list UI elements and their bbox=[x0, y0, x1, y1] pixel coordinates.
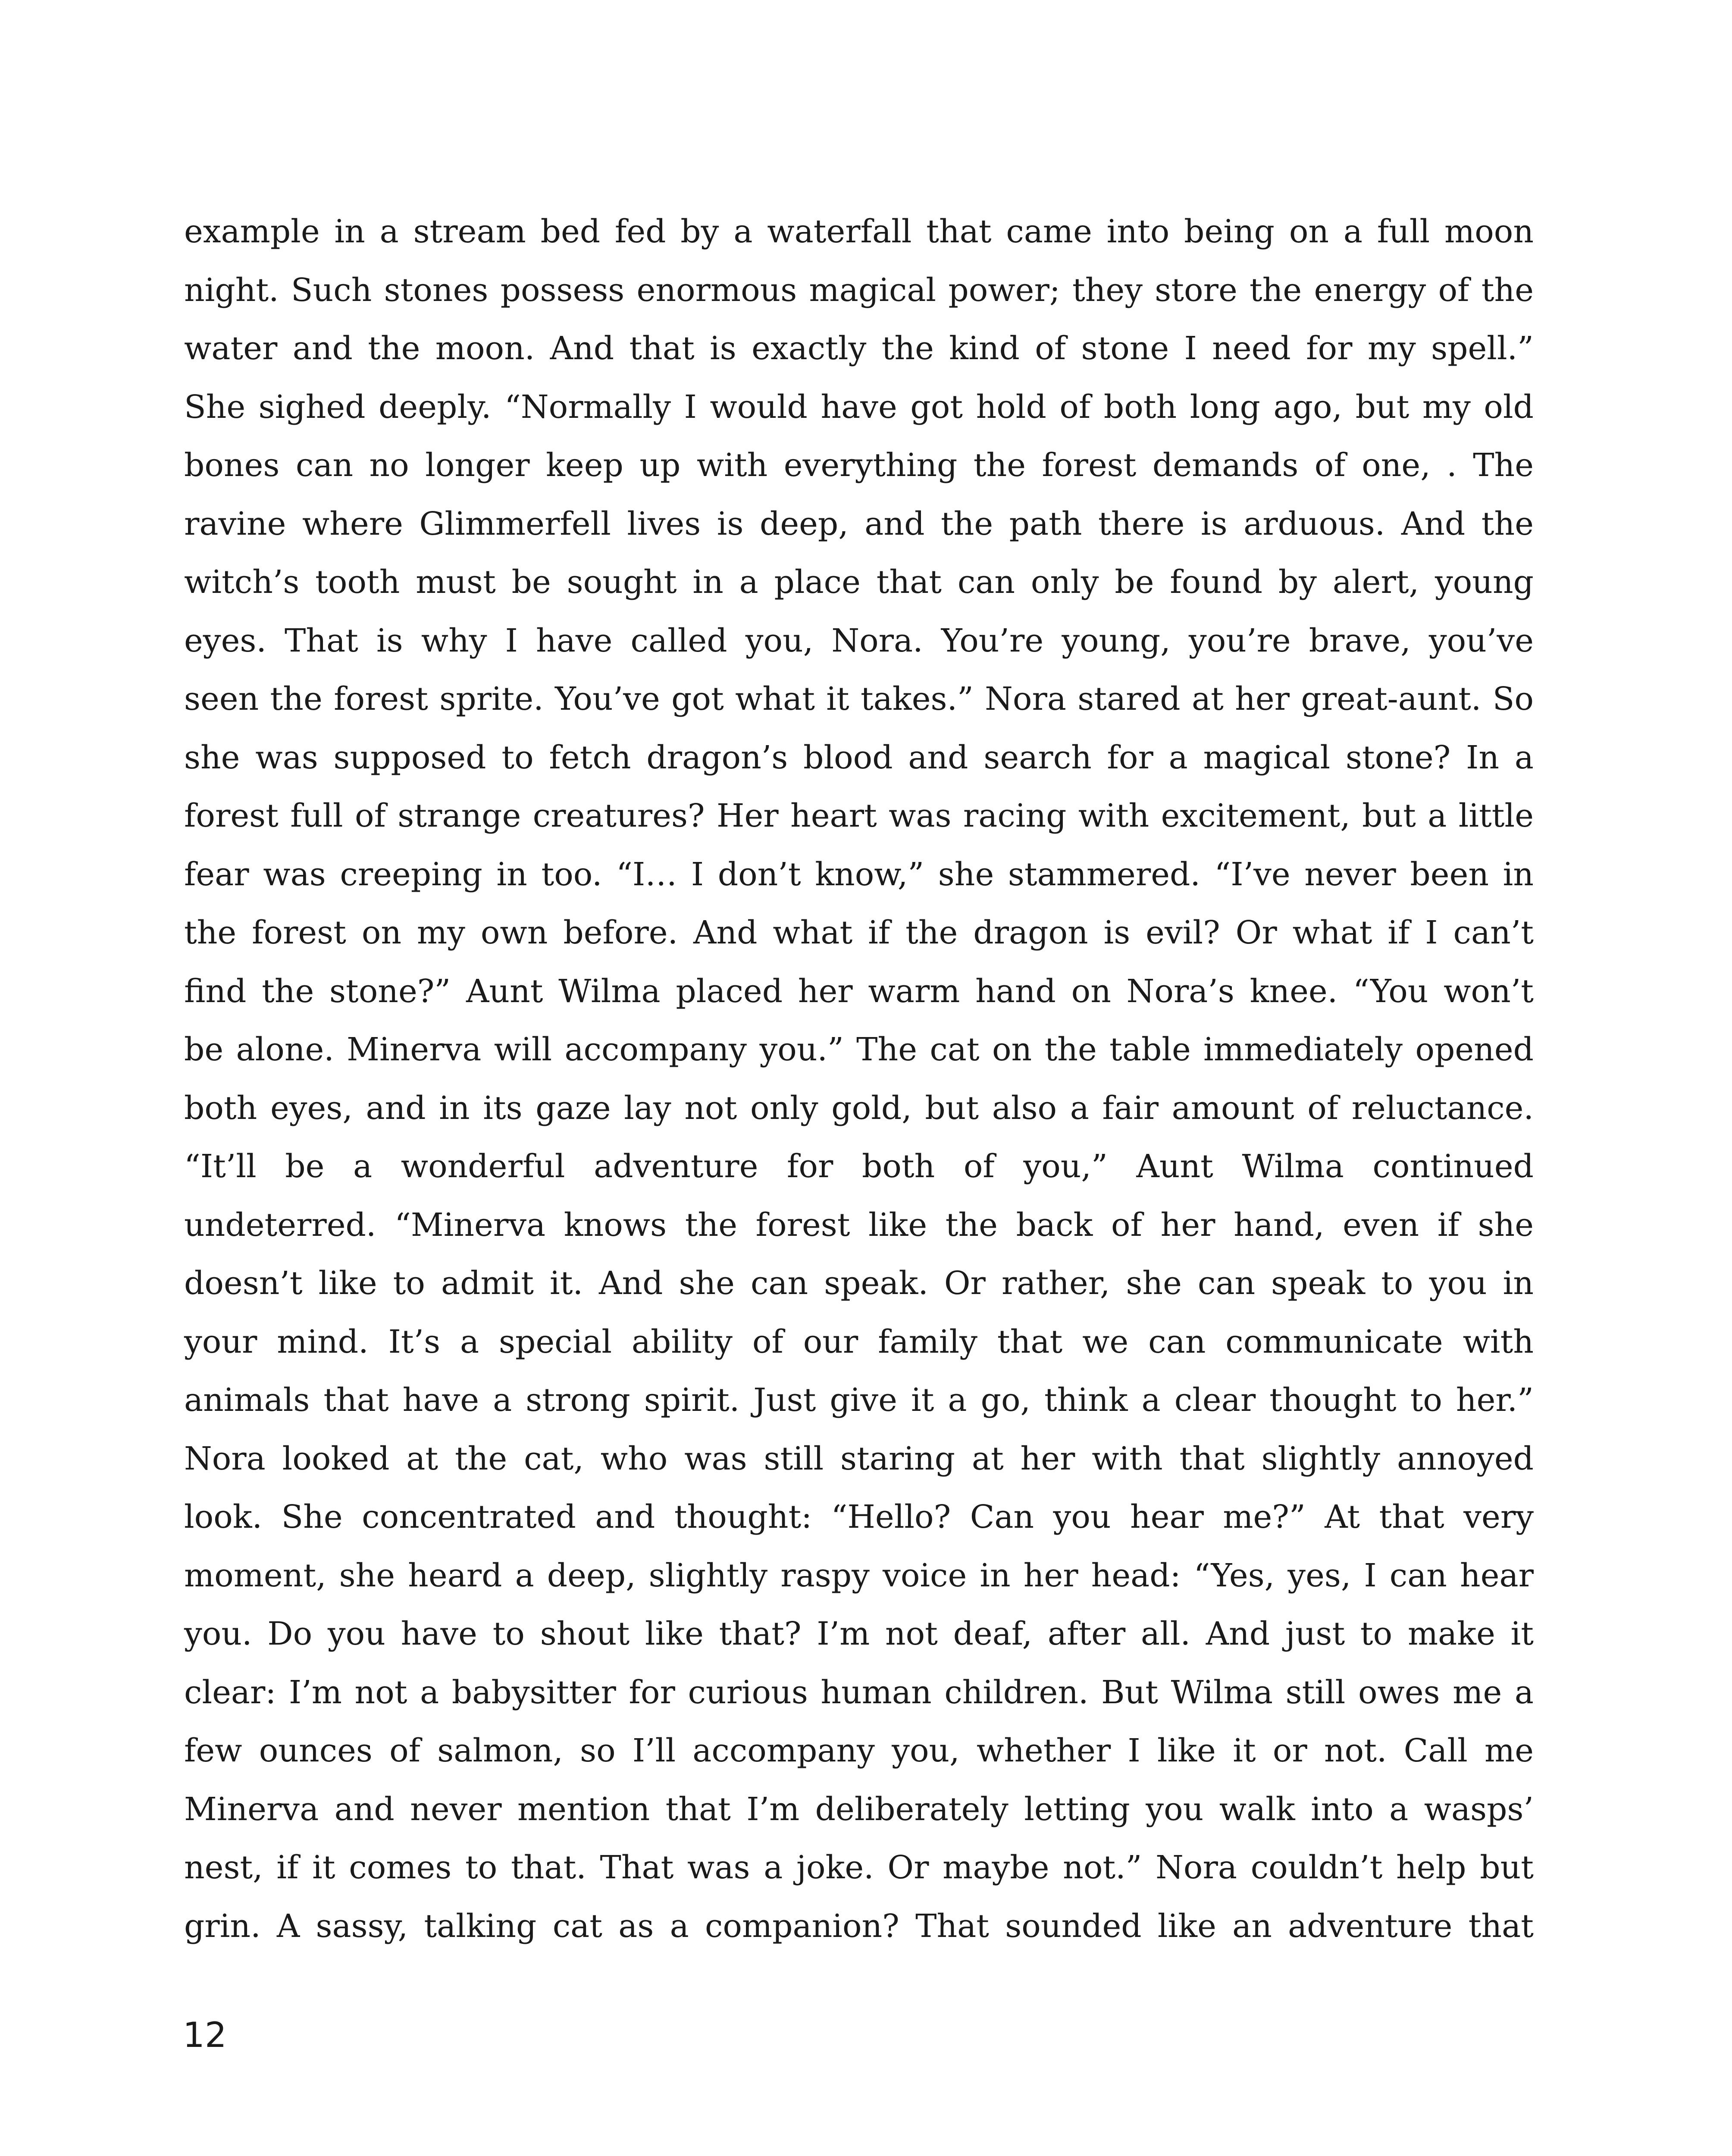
body-text bbox=[184, 203, 1534, 1955]
text-line: look. She concentrated and thought: “Hello? Can you hear me?” At that very bbox=[184, 1498, 1534, 1536]
text-line: water and the moon. And that is exactly the kind of stone I need for my spell.” bbox=[184, 330, 1534, 367]
text-line: be alone. Minerva will accompany you.” The cat on the table immediately opened bbox=[184, 1031, 1534, 1068]
text-line: Minerva and never mention that I’m deliberately letting you walk into a wasps’ bbox=[184, 1790, 1534, 1828]
text-line: seen the forest sprite. You’ve got what it takes.” Nora stared at her great-aunt. So bbox=[184, 680, 1534, 718]
page-number: 12 bbox=[183, 2015, 227, 2055]
text-line: nest, if it comes to that. That was a joke. Or maybe not.” Nora couldn’t help but bbox=[184, 1849, 1534, 1886]
text-line: doesn’t like to admit it. And she can speak. Or rather, she can speak to you in bbox=[184, 1265, 1534, 1302]
text-line: forest full of strange creatures? Her heart was racing with excitement, but a little bbox=[184, 797, 1534, 834]
text-line: fear was creeping in too. “I… I don’t know,” she stammered. “I’ve never been in bbox=[184, 856, 1534, 893]
text-line: ravine where Glimmerfell lives is deep, and the path there is arduous. And the bbox=[184, 505, 1534, 542]
text-line: “It’ll be a wonderful adventure for both of you,” Aunt Wilma continued bbox=[184, 1148, 1534, 1185]
text-line: clear: I’m not a babysitter for curious human children. But Wilma still owes me a bbox=[184, 1673, 1534, 1711]
text-line: bones can no longer keep up with everything the forest demands of one, . The bbox=[184, 447, 1534, 484]
text-line: moment, she heard a deep, slightly raspy voice in her head: “Yes, yes, I can hear bbox=[184, 1557, 1534, 1594]
text-line: witch’s tooth must be sought in a place that can only be found by alert, young bbox=[184, 564, 1534, 601]
text-line: example in a stream bed fed by a waterfall that came into being on a full moon bbox=[184, 213, 1534, 250]
text-line: grin. A sassy, talking cat as a companion? That sounded like an adventure that bbox=[184, 1907, 1534, 1945]
text-line: night. Such stones possess enormous magical power; they store the energy of the bbox=[184, 271, 1534, 309]
text-line: undeterred. “Minerva knows the forest like the back of her hand, even if she bbox=[184, 1206, 1534, 1244]
text-line: She sighed deeply. “Normally I would have got hold of both long ago, but my old bbox=[184, 388, 1534, 426]
text-line: the forest on my own before. And what if the dragon is evil? Or what if I can’t bbox=[184, 914, 1534, 951]
text-line: Nora looked at the cat, who was still staring at her with that slightly annoyed bbox=[184, 1440, 1534, 1477]
text-line: she was supposed to fetch dragon’s blood and search for a magical stone? In a bbox=[184, 739, 1534, 776]
text-line: both eyes, and in its gaze lay not only gold, but also a fair amount of reluctance. bbox=[184, 1089, 1534, 1127]
text-line: few ounces of salmon, so I’ll accompany you, whether I like it or not. Call me bbox=[184, 1732, 1534, 1769]
text-line: animals that have a strong spirit. Just give it a go, think a clear thought to her.” bbox=[184, 1382, 1534, 1419]
text-line: find the stone?” Aunt Wilma placed her warm hand on Nora’s knee. “You won’t bbox=[184, 972, 1534, 1010]
text-line: you. Do you have to shout like that? I’m not deaf, after all. And just to make it bbox=[184, 1615, 1534, 1652]
text-line: eyes. That is why I have called you, Nora. You’re young, you’re brave, you’ve bbox=[184, 622, 1534, 659]
text-line: your mind. It’s a special ability of our family that we can communicate with bbox=[184, 1323, 1534, 1360]
